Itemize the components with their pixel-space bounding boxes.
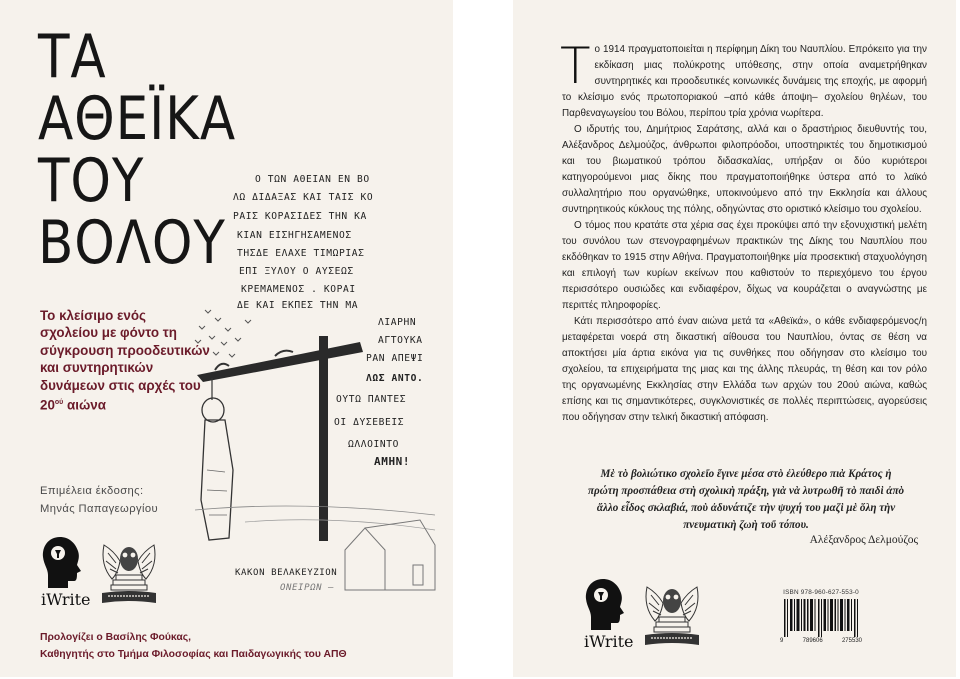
handwritten-line: ΛΙΑΡΗΝ [378,317,417,328]
isbn-number: ISBN 978-960-627-553-0 [783,589,859,596]
handwritten-line: ΑΜΗΝ! [374,455,411,468]
handwritten-line: ΕΠΙ ΞΥΛΟΥ Ο ΑΥΣΕΩΣ [239,266,354,277]
subtitle-line: δυνάμεων στις αρχές του [40,377,201,393]
iwrite-label: iWrite [41,590,91,609]
handwritten-line: ΡΑΙΣ ΚΟΡΑΣΙΔΕΣ ΤΗΝ ΚΑ [233,211,367,222]
title-line: ΒΟΛΟΥ [38,208,226,278]
blurb-paragraph [560,37,927,122]
publisher-logos [583,577,703,653]
editor-name: Μηνάς Παπαγεωργίου [40,503,158,515]
preface-line: Προλογίζει ο Βασίλης Φούκας, [40,632,192,643]
handwritten-line: ΟΥΤΩ ΠΑΝΤΕΣ [336,394,407,405]
century-word: αιώνα [63,397,106,413]
figure-head [202,398,224,422]
front-cover [0,0,453,677]
blurb-paragraph: Ο τόμος που κρατάτε στα χέρια σας έχει προκύψει από την εξονυχιστική μελέτη του συνόλου των στενογραφημένων πρακτικών της Δίκης του Ναυπλίου που εκδόθηκαν το 1915 στην Αθήνα. Πραγματοποιήθηκε μία προσεκτική σταχυολόγηση και επιλογή των κυρίων εκείνων που καθιστούν το περιεχόμενο του έργου περισσότερο ουσιώδες και ενδιαφέρον, δίχως να κουράζεται ο αναγνώστης με περιττές πληροφορίες. [562,220,927,311]
handwritten-line: ΤΗΣΔΕ ΕΛΑΧΕ ΤΙΜΩΡΙΑΣ [237,248,365,259]
subtitle-line: σχολείου με φόντο τη [40,325,177,341]
subtitle-line: και συντηρητικών [40,360,154,376]
handwritten-line: ΟΙ ΔΥΣΕΒΕΙΣ [334,417,405,428]
preface-credit [40,629,347,664]
century-number: 20 [40,397,55,413]
handwritten-line: Ο ΤΩΝ ΑΘΕΙΑΝ ΕΝ ΒΟ [255,174,370,185]
sketch-illustration [185,170,440,600]
owl-logo-icon [641,577,703,649]
sketch-caption: ΚΑΚΟΝ ΒΕΛΑΚΕΥΖΙΟΝ [235,568,338,578]
ordinal-suffix: ού [54,399,64,407]
handwritten-line: ΚΡΕΜΑΜΕΝΟΣ . ΚΟΡΑΙ [241,284,356,295]
blurb-paragraph: Κάτι περισσότερο από έναν αιώνα μετά τα «Αθεϊκά», ο κάθε ενδιαφερόμενος/η μεταφέρεται νοερά στη δικαστική αίθουσα του Ναυπλίου, όντας σε θέση να αποκτήσει μία άρτια εικόνα για τις συνθήκες που οδήγησαν στο κλείσιμο του σχολείου, τα επιχειρήματα της μιας και της άλλης πλευράς, τη θέση και τον ρόλο της οργανωμένης Εκκλησίας στην Ελλάδα των αρχών του 20ού αιώνα, καθώς επίσης και τις σημαντικότερες, συγκλονιστικές σε πολλές περιπτώσεις, αγορεύσεις που οδήγησαν στην τελική δικαστική απόφαση. [562,316,927,423]
title-line: ΑΘΕΪΚΑ [38,84,237,154]
publisher-logos [40,535,160,611]
barcode-digit-group: 275530 [841,638,862,644]
handwritten-line: ΛΩ ΔΙΔΑΞΑΣ ΚΑΙ ΤΑΙΣ ΚΟ [233,192,374,203]
iwrite-label: iWrite [584,632,634,651]
iwrite-head-logo-icon [40,535,84,589]
delmouzos-quote: Μὲ τὸ βολιώτικο σχολεῖο ἔγινε μέσα στὸ ἐλεύθερο πιὰ Κράτος ἡ πρώτη προσπάθεια στὴ σχολικὴ πράξη, γιὰ νὰ λυτρωθῆ τὸ παιδὶ ἀπὸ ἄλλο εἶδος σκλαβιά, ποὺ ἀδυνάτιζε τὴν ψυχή του μαζὶ μὲ ὅλη τὴν πνευματικὴ ζωὴ τοῦ τόπου. [587,468,905,531]
quote-author: Αλέξανδρος Δελμούζος [809,534,918,546]
handwritten-line: ΩΛΛΟΙΝΤΟ [348,439,400,450]
sketch-caption: ΟΝΕΙΡΩΝ — [280,583,335,593]
barcode-digits [780,638,862,644]
gallows-sketch-icon [185,170,440,600]
house-icon [345,520,435,590]
owl-logo-icon [98,535,160,607]
barcode-digit-group: 9 [780,638,784,644]
back-cover-blurb [560,37,927,426]
isbn-block [766,589,876,644]
gallows-beam [197,342,363,382]
handwritten-line: ΛΩΣ ΑΝΤΟ. [366,373,424,384]
blurb-paragraph: Ο ιδρυτής του, Δημήτριος Σαράτσης, αλλά και ο δραστήριος διευθυντής του, Αλέξανδρος Δελμούζος, άνθρωποι φιλοπρόοδοι, υποστηρικτές του δημοτικισμού και του βιωματικού τρόπου διδασκαλίας, υπήρξαν οι δύο κυριότεροι κατηγορούμενοι μιας δίκης που πραγματοποιήθηκε ύστερα από το λαϊκό συλλαλητήριο που οργανώθηκε, υποκινούμενο από την Εκκλησία και άλλους συντηρητικούς κύκλους της πόλης, οδηγώντας στο οριστικό κλείσιμο του σχολείου. [562,124,927,215]
editor-label: Επιμέλεια έκδοσης: [40,485,144,497]
barcode-digit-group: 789606 [802,638,823,644]
subtitle-line: σύγκρουση προοδευτικών [40,342,210,358]
editor-credit [40,482,158,518]
handwritten-line: ΚΙΑΝ ΕΙΣΗΓΗΣΑΜΕΝΟΣ [237,230,352,241]
barcode-icon [782,599,860,637]
title-line: ΤΑ [38,22,107,92]
handwritten-line: ΑΓΤΟΥΚΑ [378,335,423,346]
iwrite-head-logo-icon [583,577,627,631]
handwritten-line: ΡΑΝ ΑΠΕΨΙ [366,353,424,364]
dropcap: Τ [560,37,591,95]
subtitle-line: Το κλείσιμο ενός [40,308,146,323]
gallows-post [319,336,328,541]
birds-icon [195,310,251,357]
paragraph-text: ο 1914 πραγματοποιείται η περίφημη Δίκη του Ναυπλίου. Επρόκειτο για την εκδίκαση μιας πολύκροτης υπόθεσης, στην οποία αναμετρήθηκαν συντηρητικές και προοδευτικές κοινωνικές δυνάμεις της εποχής, με αφορμή το κλείσιμο ενός πρωτοποριακού –από κάθε άποψη– σχολείου θηλέων, του Παρθεναγωγείου του Βόλου, περίπου τρία χρόνια νωρίτερα. [562,44,927,119]
back-cover [513,0,956,677]
figure-body [201,420,233,540]
handwritten-line: ΔΕ ΚΑΙ ΕΚΠΕΣ ΤΗΝ ΜΑ [237,300,359,311]
title-line: ΤΟΥ [38,146,145,216]
preface-line: Καθηγητής στο Τμήμα Φιλοσοφίας και Παιδαγωγικής του ΑΠΘ [40,649,347,661]
